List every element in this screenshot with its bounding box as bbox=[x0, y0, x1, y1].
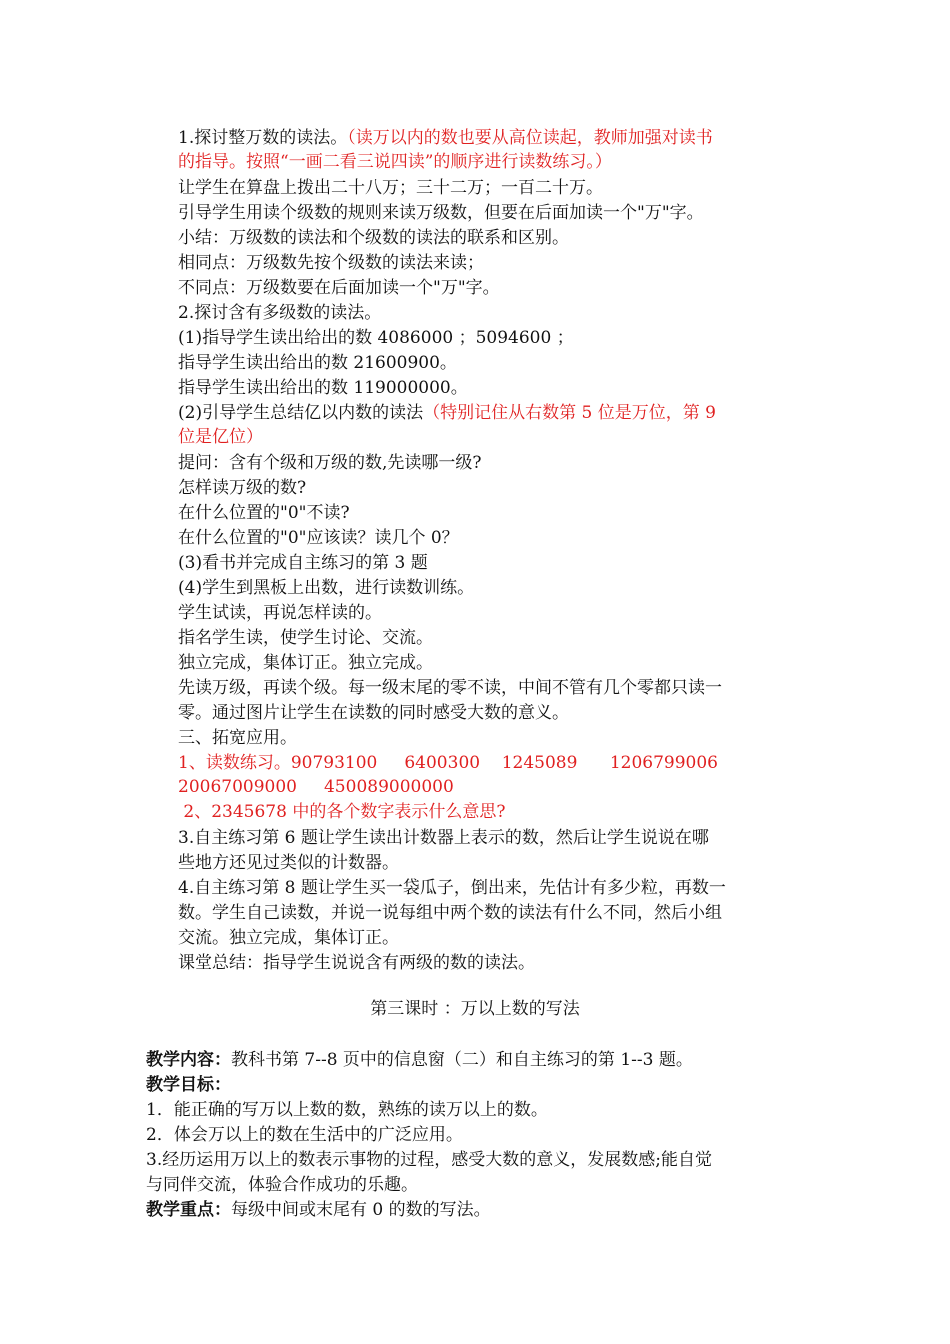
goal-item: 3.经历运用万以上的数表示事物的过程，感受大数的意义，发展数感;能自觉 bbox=[146, 1150, 712, 1170]
paragraph-line: 指名学生读，使学生讨论、交流。 bbox=[178, 628, 433, 648]
paragraph-line: 相同点：万级数先按个级数的读法来读； bbox=[178, 253, 484, 273]
paragraph-line: 不同点：万级数要在后面加读一个"万"字。 bbox=[178, 278, 500, 298]
paragraph-line: 4.自主练习第 8 题让学生买一袋瓜子，倒出来，先估计有多少粒，再数一 bbox=[178, 878, 726, 898]
paragraph-line: 3.自主练习第 6 题让学生读出计数器上表示的数，然后让学生说说在哪 bbox=[178, 828, 709, 848]
section1-title-text: 1.探讨整万数的读法。 bbox=[178, 128, 348, 148]
teaching-content-label: 教学内容： bbox=[146, 1050, 231, 1070]
paragraph-line: 些地方还见过类似的计数器。 bbox=[178, 853, 399, 873]
teaching-content-text: 教科书第 7--8 页中的信息窗（二）和自主练习的第 1--3 题。 bbox=[231, 1050, 693, 1070]
paragraph-line: (3)看书并完成自主练习的第 3 题 bbox=[178, 553, 428, 573]
teaching-key-point bbox=[146, 1198, 491, 1222]
class-summary: 课堂总结：指导学生说说含有两级的数的读法。 bbox=[178, 953, 535, 973]
summary-note: （特别记住从右数第 5 位是万位，第 9 bbox=[423, 403, 716, 423]
paragraph-line: 先读万级，再读个级。每一级末尾的零不读，中间不管有几个零都只读一 bbox=[178, 678, 722, 698]
section1-note: （读万以内的数也要从高位读起，教师加强对读书 bbox=[347, 128, 713, 148]
section2-title: 2.探讨含有多级数的读法。 bbox=[178, 303, 382, 323]
summary-note-continued: 位是亿位） bbox=[178, 427, 263, 447]
paragraph-line: (4)学生到黑板上出数，进行读数训练。 bbox=[178, 578, 475, 598]
goal-item: 2．体会万以上的数在生活中的广泛应用。 bbox=[146, 1125, 463, 1145]
question-line: 在什么位置的"0"不读? bbox=[178, 503, 350, 523]
section1-note-continued: 的指导。按照“一画二看三说四读”的顺序进行读数练习。） bbox=[178, 152, 612, 172]
reading-exercise-line: 2006700900​0 450089000000 bbox=[178, 777, 454, 797]
question-line: 怎样读万级的数? bbox=[178, 478, 307, 498]
paragraph-line: 独立完成，集体订正。独立完成。 bbox=[178, 653, 433, 673]
digit-meaning-question: 2、2345678 中的各个数字表示什么意思? bbox=[178, 802, 506, 822]
teaching-content bbox=[146, 1048, 693, 1072]
paragraph-line: 数。学生自己读数，并说一说每组中两个数的读法有什么不同，然后小组 bbox=[178, 903, 722, 923]
paragraph-line: 小结：万级数的读法和个级数的读法的联系和区别。 bbox=[178, 228, 569, 248]
question-line: 在什么位置的"0"应该读？读几个 0？ bbox=[178, 528, 459, 548]
paragraph-line: 指导学生读出给出的数 21600900。 bbox=[178, 353, 457, 373]
paragraph-line: 让学生在算盘上拨出二十八万；三十二万；一百二十万。 bbox=[178, 178, 603, 198]
paragraph-line: 交流。独立完成，集体订正。 bbox=[178, 928, 399, 948]
goal-item: 1．能正确的写万以上数的数，熟练的读万以上的数。 bbox=[146, 1100, 548, 1120]
paragraph-line: (1)指导学生读出给出的数 4086000 ；5094600 ； bbox=[178, 328, 574, 348]
paragraph-line bbox=[178, 401, 716, 425]
lesson-heading: 第三课时 ：万以上数的写法 bbox=[370, 999, 580, 1019]
reading-exercise-line: 1、读数练习。90793100 6400300 1245089 1206799006 bbox=[178, 753, 718, 773]
teaching-goals-label: 教学目标： bbox=[146, 1075, 231, 1095]
section1-title bbox=[178, 126, 713, 150]
summary-prompt: (2)引导学生总结亿以内数的读法 bbox=[178, 403, 424, 423]
question-line: 提问：含有个级和万级的数,先读哪一级? bbox=[178, 453, 482, 473]
section3-title: 三、拓宽应用。 bbox=[178, 728, 297, 748]
paragraph-line: 学生试读，再说怎样读的。 bbox=[178, 603, 382, 623]
paragraph-line: 指导学生读出给出的数 119000000。 bbox=[178, 378, 468, 398]
paragraph-line: 引导学生用读个级数的规则来读万级数，但要在后面加读一个"万"字。 bbox=[178, 203, 704, 223]
paragraph-line: 零。通过图片让学生在读数的同时感受大数的意义。 bbox=[178, 703, 569, 723]
key-point-label: 教学重点： bbox=[146, 1200, 231, 1220]
key-point-text: 每级中间或末尾有 0 的数的写法。 bbox=[231, 1200, 491, 1220]
goal-item-continued: 与同伴交流，体验合作成功的乐趣。 bbox=[146, 1175, 418, 1195]
